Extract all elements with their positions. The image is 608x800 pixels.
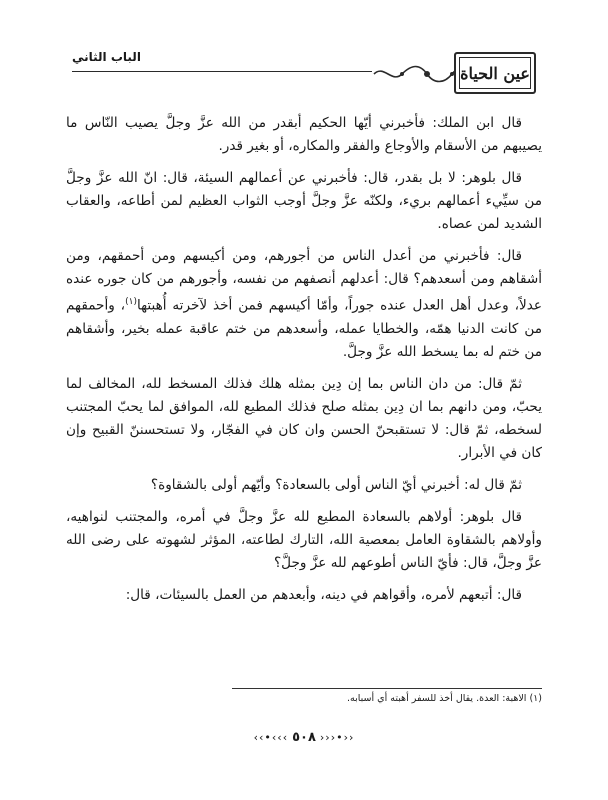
paragraph: ثمّ قال: من دان الناس بما إن دِين بمثله هلك فذلك المسخط لله، المخالف لما يحبّ، ومن دانهم بما ان دِين بمثله صلح فذلك المطيع لله، الموافق لما يحبّ المجتنب لسخطه، ثمّ قال: لا تستقبحنّ الحسن وان كان في الفجّار، ولا تستحسننّ القبيح وإن كان في الأبرار. xyxy=(66,375,542,461)
paragraph: قال بلوهر: لا بل بقدر، قال: فأخبرني عن أعمالهم السيئة، قال: انّ الله عزَّ وجلَّ من سيِّيء أعمالهم بريء، ولكنّه عزَّ وجلَّ أوجب الثواب العظيم لمن أطاعه، والعقاب الشديد لمن عصاه. xyxy=(66,170,542,232)
page-ornament-left: ‹‹•‹‹‹ xyxy=(253,731,289,744)
paragraph-text: قال: فأخبرني من أعدل الناس من أجورهم، ومن أكيسهم ومن أحمقهم، ومن أشقاهم ومن أسعدهم؟ قال: أعدلهم أنصفهم من نفسه، وأجورهم من كان جوره عنده عدلاً، وعدل أهل العدل عنده جوراً، وأمّا أكيسهم فمن أخذ لآخرته أُهبتها xyxy=(66,248,542,314)
page-number-area xyxy=(0,730,608,745)
paragraph: ثمّ قال له: أخبرني أيّ الناس أولى بالسعادة؟ وأيّهم أولى بالشقاوة؟ xyxy=(150,476,522,493)
footnote-rule xyxy=(232,688,542,689)
paragraph-text: ، وأحمقهم من كانت الدنيا همّه، والخطايا عمله، وأسعدهم من ختم عاقبة عمله بخير، وأشقاهم من ختم له بما يسخط الله عزَّ وجلَّ. xyxy=(66,297,542,360)
chapter-label: الباب الثاني xyxy=(72,50,141,64)
main-text xyxy=(66,112,542,616)
page-number: ٥٠٨ xyxy=(292,730,316,745)
footnote-marker: (١) xyxy=(125,297,137,307)
book-title: عين الحياة xyxy=(460,63,530,83)
paragraph: قال: أتبعهم لأمره، وأقواهم في دينه، وأبعدهم من العمل بالسيئات، قال: xyxy=(125,586,522,603)
paragraph: قال بلوهر: أولاهم بالسعادة المطيع لله عزَّ وجلَّ في أمره، والمجتنب لنواهيه، وأولاهم بالشقاوة العامل بمعصية الله، التارك لطاعته، المؤثر لشهوته على رضى الله عزَّ وجلَّ، قال: فأيّ الناس أطوعهم لله عزَّ وجلَّ؟ xyxy=(66,508,542,571)
paragraph: قال ابن الملك: فأخبرني أيّها الحكيم أبقدر من الله عزَّ وجلَّ يصيب النّاس ما يصيبهم من الأسقام والأوجاع والفقر والمكاره، أو بغير قدر. xyxy=(66,115,542,154)
page-ornament-right: ›››•›› xyxy=(319,731,355,744)
footnote: (١) الاهبة: العدة. يقال أخذ للسفر أهبته أي أسبابه. xyxy=(347,693,542,704)
book-title-frame xyxy=(454,52,536,94)
paragraph xyxy=(66,245,542,364)
page-header xyxy=(72,44,532,104)
